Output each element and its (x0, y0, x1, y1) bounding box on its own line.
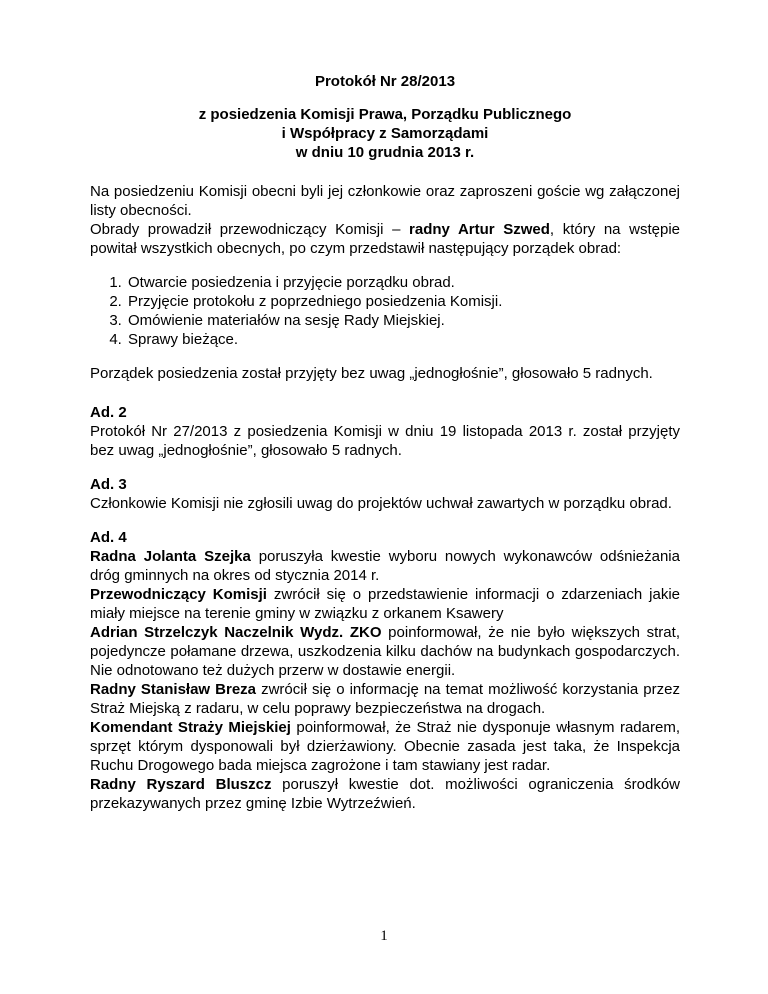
agenda-list (90, 273, 680, 349)
chair-name: radny Artur Szwed (409, 221, 550, 238)
agenda-item: 4. Sprawy bieżące. (126, 330, 680, 349)
document-subtitle-line-3: w dniu 10 grudnia 2013 r. (295, 144, 475, 161)
intro-attendance: Na posiedzeniu Komisji obecni byli jej członkowie oraz zaproszeni goście wg załączonej listy obecności. (90, 183, 680, 219)
document-subtitle-line-1: z posiedzenia Komisji Prawa, Porządku Publicznego (198, 106, 572, 123)
agenda-item: 3. Omówienie materiałów na sesję Rady Miejskiej. (126, 311, 680, 330)
document-subtitle-line-2: i Współpracy z Samorządami (281, 125, 489, 142)
intro-chair-after: , który na wstępie powitał wszystkich obecnych, po czym przedstawił następujący porządek obrad: (90, 221, 680, 257)
agenda-item: 1. Otwarcie posiedzenia i przyjęcie porządku obrad. (126, 273, 680, 292)
ad4-entry (90, 585, 680, 623)
entry-text: poinformował, że Straż nie dysponuje własnym radarem, sprzęt którym dysponowali był dzierżawiony. Obecnie zasada jest taka, że Inspekcja Ruchu Drogowego bada miejsca zagrożone i tam stawiany jest radar. (90, 719, 680, 774)
speaker-name: Radny Ryszard Bluszcz (90, 776, 272, 793)
ad4-entry (90, 623, 680, 680)
speaker-name: Radny Stanisław Breza (90, 681, 257, 698)
speaker-name: Komendant Straży Miejskiej (90, 719, 291, 736)
entry-text: zwrócił się o przedstawienie informacji o zdarzeniach jakie miały miejsce na terenie gminy w związku z orkanem Ksawery (90, 586, 680, 622)
ad4-entry (90, 547, 680, 585)
ad2-text: Protokół Nr 27/2013 z posiedzenia Komisji w dniu 19 listopada 2013 r. został przyjęty bez uwag „jednogłośnie”, głosowało 5 radnych. (90, 423, 680, 459)
intro-chair-before: Obrady prowadził przewodniczący Komisji – (90, 221, 410, 238)
speaker-name: Przewodniczący Komisji (90, 586, 267, 603)
ad2-heading: Ad. 2 (90, 404, 127, 421)
entry-text: poinformował, że nie było większych strat, pojedyncze połamane drzewa, uszkodzenia kilku dachów na budynkach gospodarczych. Nie odnotowano też dużych przerw w dostawie energii. (90, 624, 680, 679)
ad4-entry (90, 775, 680, 813)
ad3-heading: Ad. 3 (90, 476, 127, 493)
speaker-name: Radna Jolanta Szejka (90, 548, 251, 565)
intro-chair (90, 220, 680, 258)
ad4-heading: Ad. 4 (90, 529, 127, 546)
entry-text: poruszył kwestie dot. możliwości ograniczenia środków przekazywanych przez gminę Izbie Wytrzeźwień. (90, 776, 680, 812)
entry-text: poruszyła kwestie wyboru nowych wykonawców odśnieżania dróg gminnych na okres od stycznia 2014 r. (90, 548, 680, 584)
document-title: Protokół Nr 28/2013 (314, 73, 456, 90)
agenda-result: Porządek posiedzenia został przyjęty bez uwag „jednogłośnie”, głosowało 5 radnych. (90, 365, 653, 382)
ad4-entry (90, 680, 680, 718)
entry-text: zwrócił się o informację na temat możliwość korzystania przez Straż Miejską z radaru, w celu poprawy bezpieczeństwa na drogach. (90, 681, 680, 717)
ad4-entry (90, 718, 680, 775)
agenda-item: 2. Przyjęcie protokołu z poprzedniego posiedzenia Komisji. (126, 292, 680, 311)
document-page (90, 72, 680, 813)
speaker-name: Adrian Strzelczyk Naczelnik Wydz. ZKO (90, 624, 382, 641)
ad3-text: Członkowie Komisji nie zgłosili uwag do projektów uchwał zawartych w porządku obrad. (90, 495, 672, 512)
page-number: 1 (380, 928, 388, 944)
